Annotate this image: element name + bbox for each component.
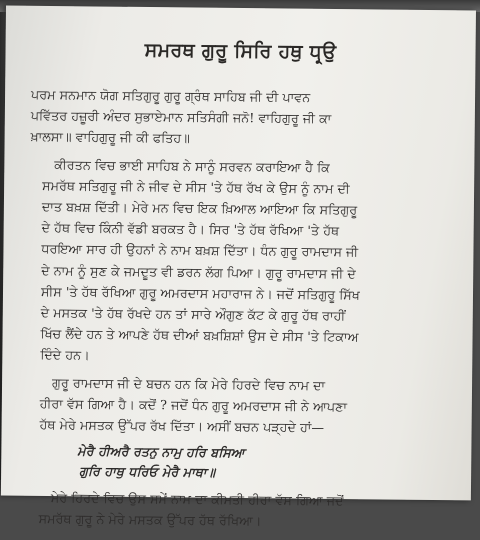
text-line: ਪਵਿੱਤਰ ਹਜ਼ੂਰੀ ਅੰਦਰ ਸੁਭਾਏਮਾਨ ਸਤਿਸੰਗੀ ਜਨੋ! ਵਾਹਿਗੁਰੂ ਜੀ ਕਾ — [30, 108, 332, 127]
text-line: ਦੇ ਮਸਤਕ 'ਤੇ ਹੱਥ ਰੱਖਦੇ ਹਨ ਤਾਂ ਸਾਰੇ ਔਗੁਣ ਕੱਟ ਕੇ ਗੁਰੂ ਹੱਥ ਰਾਹੀਂ — [40, 304, 346, 324]
text-line: ਧਰਇਆ ਸਾਰ ਹੀ ਉਹਨਾਂ ਨੇ ਨਾਮ ਬਖ਼ਸ਼ ਦਿੱਤਾ। ਧੰਨ ਗੁਰੂ ਰਾਮਦਾਸ ਜੀ — [41, 241, 359, 260]
book-page — [1, 6, 476, 529]
text-line: ਗੁਰੂ ਰਾਮਦਾਸ ਜੀ ਦੇ ਬਚਨ ਹਨ ਕਿ ਮੇਰੇ ਹਿਰਦੇ ਵਿਚ ਨਾਮ ਦਾ — [51, 374, 326, 393]
page-text-block — [26, 36, 449, 540]
text-line: ਸੀਸ 'ਤੇ ਹੱਥ ਰੱਖਿਆ ਗੁਰੂ ਅਮਰਦਾਸ ਮਹਾਰਾਜ ਨੇ। ਜਦੋਂ ਸਤਿਗੁਰੂ ਸਿੱਖ — [40, 283, 360, 303]
text-line: ਖ਼ਾਲਸਾ॥ ਵਾਹਿਗੁਰੂ ਜੀ ਕੀ ਫਤਿਹ॥ — [30, 129, 190, 146]
text-line: ਸਮਰੱਥ ਸਤਿਗੁਰੂ ਜੀ ਨੇ ਜੀਵ ਦੇ ਸੀਸ 'ਤੇ ਹੱਥ ਰੱਖ ਕੇ ਉਸ ਨੂੰ ਨਾਮ ਦੀ — [42, 177, 350, 196]
text-line: ਦਿੰਦੇ ਹਨ। — [40, 347, 90, 363]
text-line: ਹੱਥ ਮੇਰੇ ਮਸਤਕ ਉੱਪਰ ਰੱਖ ਦਿੱਤਾ। ਅਸੀਂ ਬਚਨ ਪੜ੍ਹਦੇ ਹਾਂ— — [39, 416, 325, 435]
paragraph-kirtan — [28, 153, 448, 369]
paragraph-greeting — [31, 84, 450, 152]
text-line: ਪਰਮ ਸਨਮਾਨ ਯੋਗ ਸਤਿਗੁਰੂ ਗੁਰੂ ਗ੍ਰੰਥ ਸਾਹਿਬ ਜੀ ਦੀ ਪਾਵਨ — [31, 86, 311, 105]
text-line: ਹੀਰਾ ਵੱਸ ਗਿਆ ਹੈ। ਕਦੋਂ ? ਜਦੋਂ ਧੰਨ ਗੁਰੂ ਅਮਰਦਾਸ ਜੀ ਨੇ ਆਪਣਾ — [39, 395, 348, 414]
text-line: ਖਿੱਚ ਲੈਂਦੇ ਹਨ ਤੇ ਆਪਣੇ ਹੱਥ ਦੀਆਂ ਬਖ਼ਸ਼ਿਸ਼ਾਂ ਉਸ ਦੇ ਸੀਸ 'ਤੇ ਟਿਕਾਅ — [40, 326, 359, 345]
text-line: ਦੇ ਹੱਥ ਵਿਚ ਕਿੰਨੀ ਵੱਡੀ ਬਰਕਤ ਹੈ। ਸਿਰ 'ਤੇ ਹੱਥ ਰੱਖਿਆ 'ਤੇ ਹੱਥ — [41, 220, 340, 239]
text-line: ਦੇ ਨਾਮ ਨੂੰ ਸੁਣ ਕੇ ਜਮਦੂਤ ਵੀ ਡਰਨ ਲੱਗ ਪਿਆ। ਗੁਰੂ ਰਾਮਦਾਸ ਜੀ ਦੇ — [41, 262, 356, 281]
page-title: ਸਮਰਥ ਗੁਰੂ ਸਿਰਿ ਹਥੁ ਧਰ੍ਉ — [144, 38, 337, 64]
text-line: ਸਮਰੱਥ ਗੁਰੂ ਨੇ ਮੇਰੇ ਮਸਤਕ ਉੱਪਰ ਹੱਥ ਰੱਖਿਆ। — [38, 511, 262, 529]
text-line: ਦਾਤ ਬਖ਼ਸ਼ ਦਿੱਤੀ। ਮੇਰੇ ਮਨ ਵਿਚ ਇਕ ਖ਼ਿਆਲ ਆਇਆ ਕਿ ਸਤਿਗੁਰੂ — [41, 198, 358, 218]
paragraph-guru-ramdas — [28, 371, 447, 439]
text-line: ਕੀਰਤਨ ਵਿਚ ਭਾਈ ਸਾਹਿਬ ਨੇ ਸਾਨੂੰ ਸਰਵਨ ਕਰਾਇਆ ਹੈ ਕਿ — [54, 156, 330, 175]
verse-line-2: ਗੁਰਿ ਹਾਥੁ ਧਰਿਓ ਮੇਰੈ ਮਾਥਾ॥ — [79, 463, 216, 481]
text-line: ਮੇਰੇ ਹਿਰਦੇ ਵਿਚ ਉਸ ਸਮੇਂ ਨਾਮ ਦਾ ਕੀਮਤੀ ਹੀਰਾ ਵੱਸ ਗਿਆ ਜਦੋਂ — [50, 490, 344, 509]
paragraph-closing — [27, 487, 445, 534]
verse-line-1: ਮੇਰੈ ਹੀਅਰੈ ਰਤਨੁ ਨਾਮੁ ਹਰਿ ਬਸਿਆ — [77, 443, 245, 461]
